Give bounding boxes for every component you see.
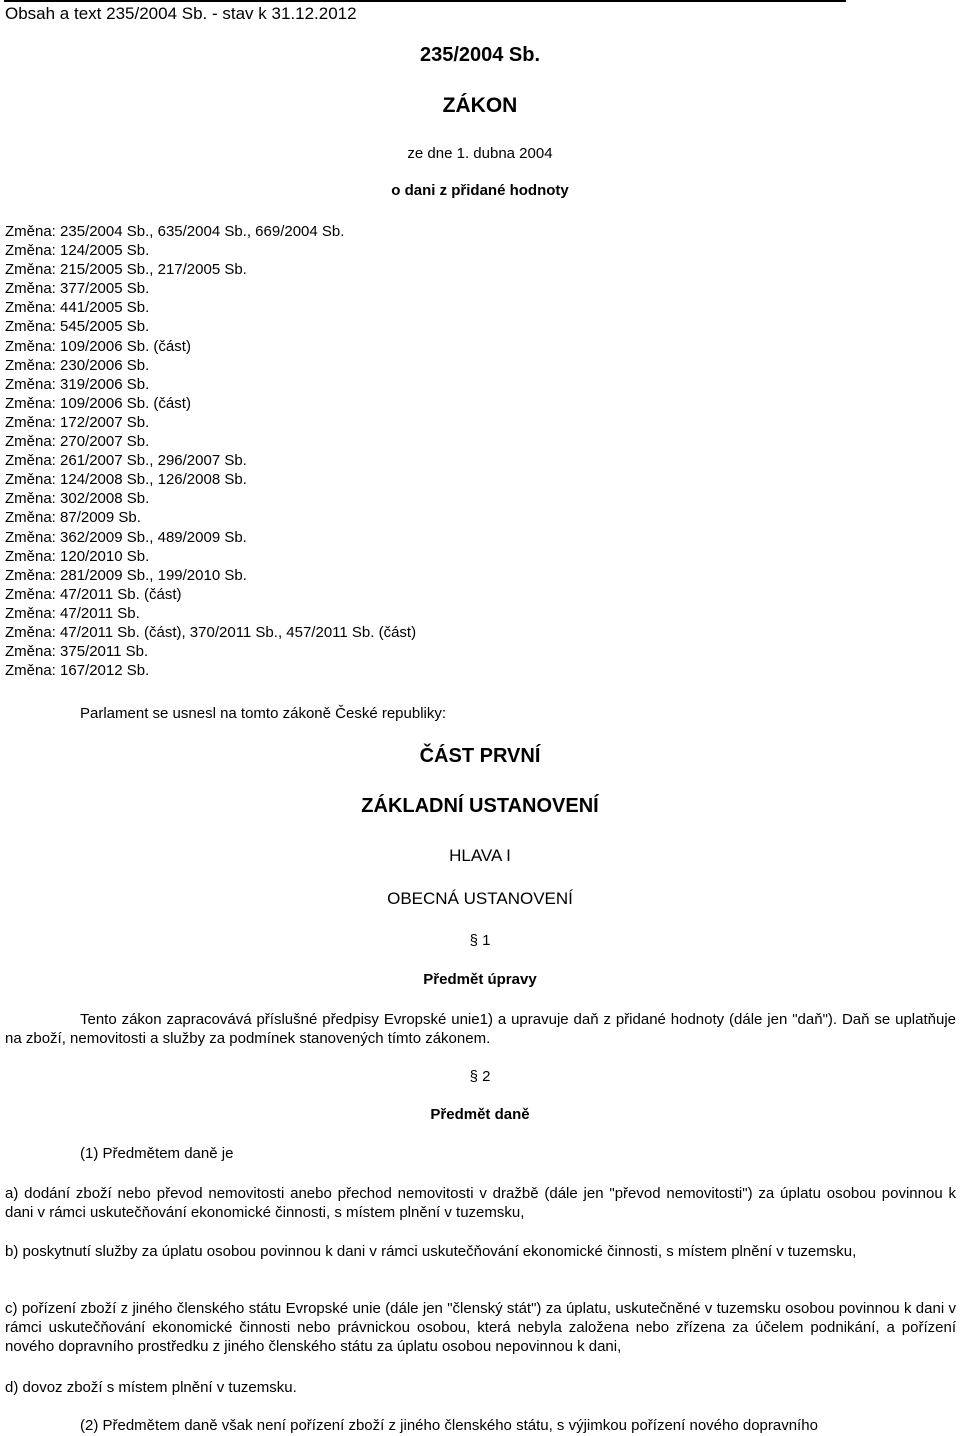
amendment-item: Změna: 120/2010 Sb. [5,547,150,565]
amendment-item: Změna: 319/2006 Sb. [5,375,150,393]
amendment-item: Změna: 47/2011 Sb. [5,604,140,622]
amendment-item: Změna: 47/2011 Sb. (část) [5,585,182,603]
amendment-item: Změna: 109/2006 Sb. (část) [5,337,191,355]
law-number: 235/2004 Sb. [419,44,541,66]
law-subject: o dani z přidané hodnoty [391,182,569,199]
amendment-item: Změna: 109/2006 Sb. (část) [5,394,191,412]
section-2-item-b: b) poskytnutí služby za úplatu osobou povinnou k dani v rámci uskutečňování ekonomické činnosti, s místem plnění v tuzemsku, [5,1243,857,1260]
amendment-item: Změna: 377/2005 Sb. [5,280,150,298]
section-2-item-c: c) pořízení zboží z jiného členského státu Evropské unie (dále jen "členský stát") za úplatu, uskutečněné v tuzemsku osobou povinnou k dani v rámci uskutečňování ekonomické činnosti nebo právnickou osobou, která nebyla založena nebo zřízena za účelem podnikání, a pořízení nového dopravního prostředku z jiného členského státu za úplatu osobou nepovinnou k dani, [5,1300,956,1355]
part-title: ČÁST PRVNÍ [419,745,541,767]
section-2-title: Předmět daně [430,1106,530,1123]
law-type: ZÁKON [442,94,518,117]
section-1-text: Tento zákon zapracovává příslušné předpisy Evropské unie1) a upravuje daň z přidané hodnoty (dále jen "daň"). Daň se uplatňuje na zboží, nemovitosti a služby za podmínek stanovených tímto zákonem. [5,1011,956,1047]
amendment-item: Změna: 281/2009 Sb., 199/2010 Sb. [5,566,247,584]
amendment-item: Změna: 230/2006 Sb. [5,356,150,374]
section-2-paragraph-2: (2) Předmětem daně však není pořízení zboží z jiného členského státu, s výjimkou pořízení nového dopravního [80,1417,818,1434]
amendment-item: Změna: 375/2011 Sb. [5,643,149,661]
amendment-item: Změna: 124/2008 Sb., 126/2008 Sb. [5,471,247,489]
amendment-item: Změna: 270/2007 Sb. [5,433,150,451]
amendment-item: Změna: 362/2009 Sb., 489/2009 Sb. [5,528,247,546]
section-symbol: § [469,932,478,949]
amendment-item: Změna: 215/2005 Sb., 217/2005 Sb. [5,261,247,279]
amendment-item: Změna: 235/2004 Sb., 635/2004 Sb., 669/2004 Sb. [5,223,345,240]
section-1-number: 1 [482,932,491,949]
header-rule [4,0,846,2]
amendment-item: Změna: 124/2005 Sb. [5,242,150,260]
amendment-item: Změna: 441/2005 Sb. [5,299,150,317]
section-1-title: Předmět úpravy [423,971,537,988]
document-header-title: Obsah a text 235/2004 Sb. - stav k 31.12.2012 [5,4,357,23]
amendment-item: Změna: 167/2012 Sb. [5,662,150,680]
part-subtitle: ZÁKLADNÍ USTANOVENÍ [361,795,599,817]
section-symbol: § [469,1068,478,1085]
amendment-item: Změna: 302/2008 Sb. [5,490,150,508]
chapter-subtitle: OBECNÁ USTANOVENÍ [387,889,573,908]
section-2-item-d: d) dovoz zboží s místem plnění v tuzemsku. [5,1379,297,1396]
section-2-number: 2 [482,1068,491,1085]
section-2-item-a: a) dodání zboží nebo převod nemovitosti anebo přechod nemovitosti v dražbě (dále jen "převod nemovitosti") za úplatu osobou povinnou k dani v rámci uskutečňování ekonomické činnosti, s místem plnění v tuzemsku, [5,1185,956,1221]
amendment-item: Změna: 87/2009 Sb. [5,509,141,527]
amendment-item: Změna: 545/2005 Sb. [5,318,150,336]
law-date: ze dne 1. dubna 2004 [407,145,553,162]
amendment-item: Změna: 47/2011 Sb. (část), 370/2011 Sb., 457/2011 Sb. (část) [5,623,417,641]
amendment-item: Změna: 261/2007 Sb., 296/2007 Sb. [5,452,247,470]
section-2-intro: (1) Předmětem daně je [80,1145,234,1162]
amendment-list [5,222,416,680]
chapter-title: HLAVA I [449,846,511,865]
preamble: Parlament se usnesl na tomto zákoně České republiky: [80,705,447,722]
amendment-item: Změna: 172/2007 Sb. [5,413,150,431]
